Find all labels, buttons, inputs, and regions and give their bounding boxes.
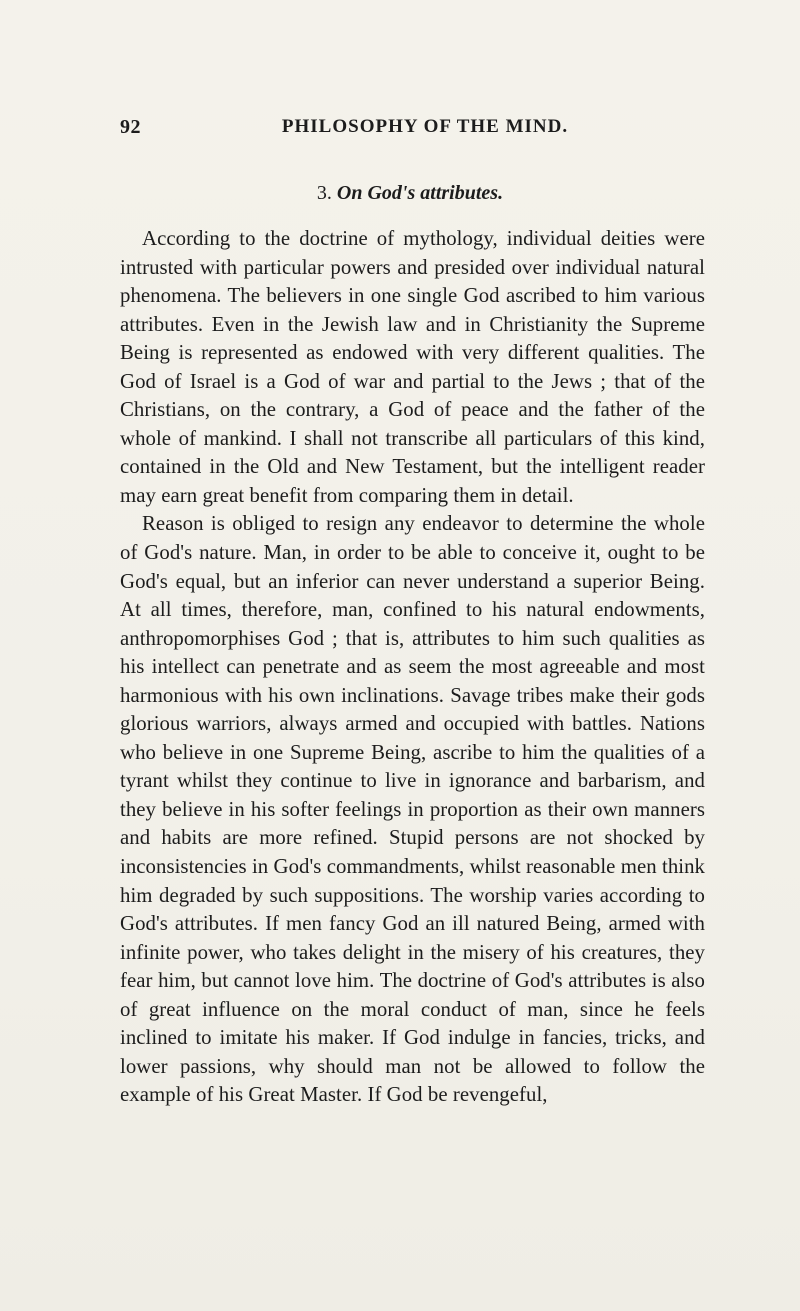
section-heading bbox=[120, 182, 700, 205]
paragraph: Reason is obliged to resign any endeavor to determine the whole of God's nature. Man, in order to be able to conceive it, ought to be God's equal, but an inferior can never understand a superior Being. At all times, therefore, man, confined to his natural endowments, anthropomorphises God ; that is, attributes to him such qualities as his intellect can penetrate and as seem the most agreeable and most harmonious with his own inclinations. Savage tribes make their gods glorious warriors, always armed and occupied with battles. Nations who believe in one Supreme Being, ascribe to him the qualities of a tyrant whilst they continue to live in ignorance and barbarism, and they believe in his softer feelings in proportion as their own manners and habits are more refined. Stupid persons are not shocked by inconsistencies in God's commandments, whilst reasonable men think him degraded by such suppositions. The worship varies according to God's attributes. If men fancy God an ill natured Being, armed with infinite power, who takes delight in the misery of his creatures, they fear him, but cannot love him. The doctrine of God's attributes is also of great influence on the moral conduct of man, since he feels inclined to imitate his maker. If God indulge in fancies, tricks, and lower passions, why should man not be allowed to follow the example of his Great Master. If God be revengeful, bbox=[120, 512, 705, 1107]
section-title: On God's attributes. bbox=[336, 182, 504, 204]
page-header bbox=[120, 116, 700, 146]
page-number: 92 bbox=[120, 116, 141, 138]
body-text bbox=[120, 225, 705, 1110]
paragraph: According to the doctrine of mythology, individual deities were intrusted with particular powers and presided over individual natural phenomena. The believers in one single God ascribed to him various attributes. Even in the Jewish law and in Christianity the Supreme Being is represented as endowed with very different qualities. The God of Israel is a God of war and partial to the Jews ; that of the Christians, on the contrary, a God of peace and the father of the whole of mankind. I shall not transcribe all particulars of this kind, contained in the Old and New Testament, but the intelligent reader may earn great benefit from comparing them in detail. bbox=[120, 227, 705, 507]
running-head: PHILOSOPHY OF THE MIND. bbox=[281, 116, 569, 137]
section-number: 3. bbox=[316, 182, 337, 204]
